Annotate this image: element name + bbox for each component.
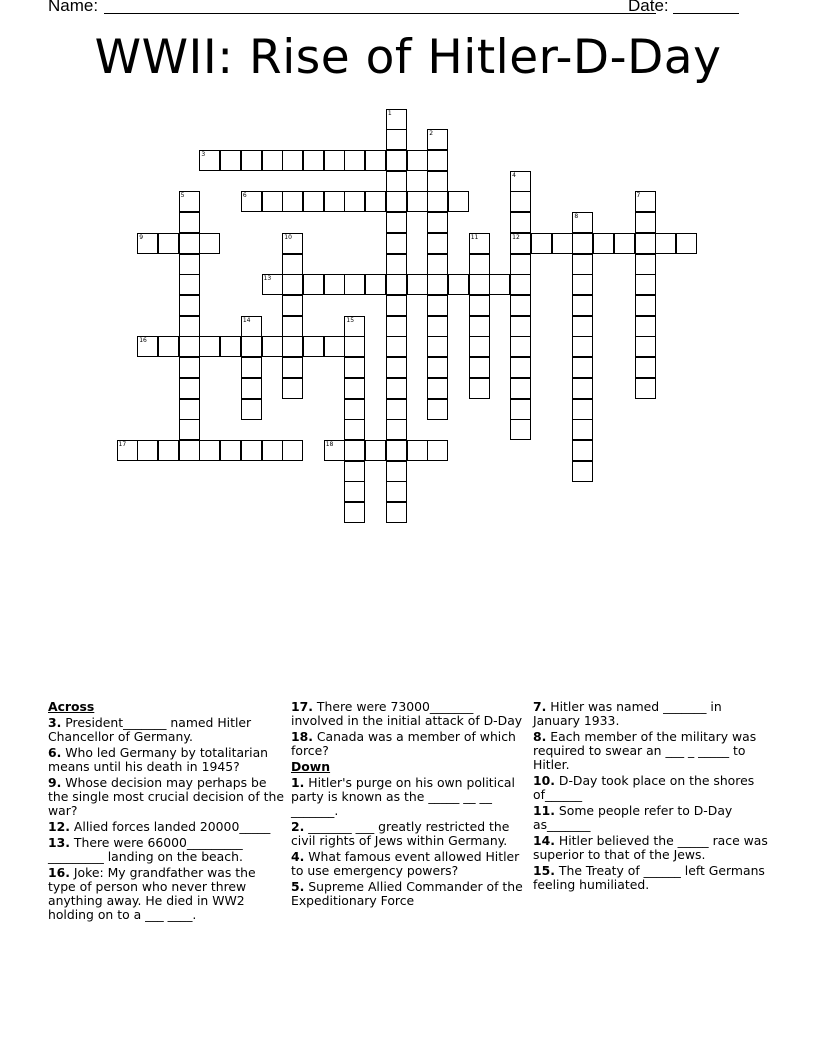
clue-number: 9	[139, 233, 144, 241]
grid-cell[interactable]	[241, 336, 262, 357]
grid-cell[interactable]	[365, 440, 386, 461]
grid-cell[interactable]	[407, 150, 428, 171]
grid-cell[interactable]	[386, 440, 407, 461]
clue-number: 3	[201, 150, 206, 158]
grid-cell[interactable]	[427, 191, 448, 212]
grid-cell[interactable]	[282, 378, 303, 399]
grid-cell[interactable]	[179, 274, 200, 295]
clue-across-16: 16. Joke: My grandfather was the type of person who never threw anything away. He died in WW2 holding on to a ___ ____.	[48, 865, 256, 922]
clue-column-2	[291, 700, 527, 910]
clue-down-4: 4. What famous event allowed Hitler to use emergency powers?	[291, 849, 520, 878]
grid-cell[interactable]	[469, 295, 490, 316]
grid-cell[interactable]	[386, 212, 407, 233]
grid-cell[interactable]	[427, 274, 448, 295]
grid-cell[interactable]	[344, 191, 365, 212]
grid-cell[interactable]	[510, 295, 531, 316]
grid-cell[interactable]	[655, 233, 676, 254]
grid-cell[interactable]	[407, 440, 428, 461]
grid-cell[interactable]	[241, 440, 262, 461]
date-label: Date:	[628, 0, 669, 15]
grid-cell[interactable]	[593, 233, 614, 254]
grid-cell[interactable]	[220, 150, 241, 171]
grid-cell[interactable]	[635, 378, 656, 399]
clue-down-11: 11. Some people refer to D-Day as_______	[533, 803, 733, 832]
grid-cell[interactable]	[344, 440, 365, 461]
grid-cell[interactable]	[241, 399, 262, 420]
grid-cell[interactable]	[179, 357, 200, 378]
grid-cell[interactable]	[282, 336, 303, 357]
grid-cell[interactable]	[635, 233, 656, 254]
grid-cell[interactable]	[282, 274, 303, 295]
grid-cell[interactable]	[241, 316, 262, 337]
puzzle-title: WWII: Rise of Hitler-D-Day	[94, 30, 722, 85]
grid-cell[interactable]	[469, 254, 490, 275]
grid-cell[interactable]	[386, 502, 407, 523]
grid-cell[interactable]	[344, 336, 365, 357]
grid-cell[interactable]	[386, 171, 407, 192]
clue-number: 10	[284, 233, 292, 241]
clue-down-5: 5. Supreme Allied Commander of the Expeditionary Force	[291, 879, 523, 908]
grid-cell[interactable]	[137, 336, 158, 357]
grid-cell[interactable]	[635, 254, 656, 275]
clue-across-12: 12. Allied forces landed 20000_____	[48, 819, 271, 834]
grid-cell[interactable]	[635, 191, 656, 212]
grid-cell[interactable]	[469, 357, 490, 378]
grid-cell[interactable]	[324, 440, 345, 461]
grid-cell[interactable]	[262, 150, 283, 171]
grid-cell[interactable]	[572, 274, 593, 295]
grid-cell[interactable]	[282, 357, 303, 378]
clue-across-13: 13. There were 66000_________ _________ landing on the beach.	[48, 835, 243, 864]
grid-cell[interactable]	[282, 440, 303, 461]
clue-down-1: 1. Hitler's purge on his own political party is known as the _____ __ __ _______.	[291, 775, 515, 818]
grid-cell[interactable]	[199, 440, 220, 461]
grid-cell[interactable]	[386, 419, 407, 440]
grid-cell[interactable]	[407, 274, 428, 295]
grid-cell[interactable]	[531, 233, 552, 254]
clue-down-8: 8. Each member of the military was required to swear an ___ _ _____ to Hitler.	[533, 729, 757, 772]
grid-cell[interactable]	[469, 274, 490, 295]
grid-cell[interactable]	[344, 316, 365, 337]
grid-cell[interactable]	[303, 336, 324, 357]
clue-number: 12	[512, 233, 520, 241]
grid-cell[interactable]	[448, 191, 469, 212]
grid-cell[interactable]	[572, 440, 593, 461]
clue-number: 13	[263, 275, 272, 283]
grid-cell[interactable]	[179, 254, 200, 275]
clue-column-3	[533, 700, 769, 894]
grid-cell[interactable]	[324, 150, 345, 171]
grid-cell[interactable]	[262, 440, 283, 461]
grid-cell[interactable]	[262, 336, 283, 357]
grid-cell[interactable]	[179, 419, 200, 440]
grid-cell[interactable]	[386, 233, 407, 254]
grid-cell[interactable]	[510, 233, 531, 254]
grid-cell[interactable]	[386, 274, 407, 295]
grid-cell[interactable]	[489, 274, 510, 295]
grid-cell[interactable]	[510, 274, 531, 295]
grid-cell[interactable]	[199, 150, 220, 171]
grid-cell[interactable]	[365, 150, 386, 171]
grid-cell[interactable]	[635, 336, 656, 357]
grid-cell[interactable]	[572, 399, 593, 420]
clue-number: 1	[387, 109, 392, 117]
grid-cell[interactable]	[469, 233, 490, 254]
grid-cell[interactable]	[469, 316, 490, 337]
clue-down-10: 10. D-Day took place on the shores of______	[533, 773, 755, 802]
grid-cell[interactable]	[572, 419, 593, 440]
grid-cell[interactable]	[427, 212, 448, 233]
grid-cell[interactable]	[572, 233, 593, 254]
clue-number: 11	[470, 233, 479, 241]
grid-cell[interactable]	[635, 316, 656, 337]
grid-cell[interactable]	[676, 233, 697, 254]
grid-cell[interactable]	[303, 150, 324, 171]
clue-number: 16	[139, 337, 147, 345]
grid-cell[interactable]	[241, 150, 262, 171]
grid-cell[interactable]	[158, 336, 179, 357]
clue-number: 2	[429, 130, 434, 138]
grid-cell[interactable]	[614, 233, 635, 254]
grid-cell[interactable]	[510, 378, 531, 399]
clue-number: 5	[180, 192, 185, 200]
grid-cell[interactable]	[469, 378, 490, 399]
grid-cell[interactable]	[386, 295, 407, 316]
grid-cell[interactable]	[572, 461, 593, 482]
grid-cell[interactable]	[510, 357, 531, 378]
grid-cell[interactable]	[427, 254, 448, 275]
grid-cell[interactable]	[386, 357, 407, 378]
grid-cell[interactable]	[179, 233, 200, 254]
grid-cell[interactable]	[179, 336, 200, 357]
grid-cell[interactable]	[282, 316, 303, 337]
clue-across-18: 18. Canada was a member of which force?	[291, 729, 516, 758]
grid-cell[interactable]	[344, 150, 365, 171]
grid-cell[interactable]	[386, 150, 407, 171]
grid-cell[interactable]	[510, 191, 531, 212]
grid-cell[interactable]	[262, 191, 283, 212]
grid-cell[interactable]	[635, 274, 656, 295]
grid-cell[interactable]	[386, 481, 407, 502]
grid-cell[interactable]	[137, 233, 158, 254]
grid-cell[interactable]	[179, 316, 200, 337]
grid-cell[interactable]	[510, 316, 531, 337]
clue-down-14: 14. Hitler believed the _____ race was superior to that of the Jews.	[533, 833, 768, 862]
grid-cell[interactable]	[510, 212, 531, 233]
grid-cell[interactable]	[572, 357, 593, 378]
grid-cell[interactable]	[427, 399, 448, 420]
grid-cell[interactable]	[386, 336, 407, 357]
grid-cell[interactable]	[241, 378, 262, 399]
clue-down-15: 15. The Treaty of ______ left Germans feeling humiliated.	[533, 863, 765, 892]
down-heading: Down	[291, 759, 331, 774]
grid-cell[interactable]	[572, 378, 593, 399]
grid-cell[interactable]	[282, 295, 303, 316]
clue-number: 18	[325, 441, 334, 449]
grid-cell[interactable]	[179, 399, 200, 420]
grid-cell[interactable]	[427, 129, 448, 150]
grid-cell[interactable]	[344, 419, 365, 440]
grid-cell[interactable]	[117, 440, 138, 461]
clue-across-3: 3. President_______ named Hitler Chancellor of Germany.	[48, 715, 252, 744]
grid-cell[interactable]	[324, 274, 345, 295]
grid-cell[interactable]	[635, 295, 656, 316]
clue-number: 17	[118, 441, 127, 449]
grid-cell[interactable]	[386, 316, 407, 337]
grid-cell[interactable]	[220, 440, 241, 461]
grid-cell[interactable]	[510, 419, 531, 440]
grid-cell[interactable]	[344, 502, 365, 523]
name-label: Name:	[48, 0, 99, 15]
grid-cell[interactable]	[220, 336, 241, 357]
grid-cell[interactable]	[427, 171, 448, 192]
grid-cell[interactable]	[344, 378, 365, 399]
grid-cell[interactable]	[572, 336, 593, 357]
grid-cell[interactable]	[552, 233, 573, 254]
grid-cell[interactable]	[427, 440, 448, 461]
grid-cell[interactable]	[344, 274, 365, 295]
grid-cell[interactable]	[241, 357, 262, 378]
grid-cell[interactable]	[303, 191, 324, 212]
clue-across-17: 17. There were 73000_______ involved in the initial attack of D-Day	[291, 699, 523, 728]
grid-cell[interactable]	[635, 357, 656, 378]
grid-cell[interactable]	[386, 109, 407, 130]
grid-cell[interactable]	[282, 150, 303, 171]
grid-cell[interactable]	[344, 357, 365, 378]
grid-cell[interactable]	[179, 440, 200, 461]
clue-number: 6	[242, 192, 247, 200]
grid-cell[interactable]	[199, 336, 220, 357]
grid-cell[interactable]	[344, 461, 365, 482]
grid-cell[interactable]	[510, 254, 531, 275]
grid-cell[interactable]	[572, 212, 593, 233]
grid-cell[interactable]	[427, 316, 448, 337]
grid-cell[interactable]	[365, 274, 386, 295]
grid-cell[interactable]	[386, 378, 407, 399]
grid-cell[interactable]	[572, 295, 593, 316]
grid-cell[interactable]	[303, 274, 324, 295]
grid-cell[interactable]	[344, 399, 365, 420]
clue-number: 15	[346, 316, 355, 324]
grid-cell[interactable]	[282, 233, 303, 254]
grid-cell[interactable]	[179, 378, 200, 399]
grid-cell[interactable]	[179, 191, 200, 212]
grid-cell[interactable]	[635, 212, 656, 233]
grid-cell[interactable]	[427, 378, 448, 399]
grid-cell[interactable]	[572, 316, 593, 337]
clue-number: 14	[242, 316, 251, 324]
clue-across-6: 6. Who led Germany by totalitarian means until his death in 1945?	[48, 745, 269, 774]
grid-cell[interactable]	[386, 254, 407, 275]
grid-cell[interactable]	[344, 481, 365, 502]
grid-cell[interactable]	[386, 399, 407, 420]
grid-cell[interactable]	[386, 461, 407, 482]
clue-across-9: 9. Whose decision may perhaps be the single most crucial decision of the war?	[48, 775, 285, 818]
grid-cell[interactable]	[427, 357, 448, 378]
grid-cell[interactable]	[199, 233, 220, 254]
clue-number: 7	[636, 192, 641, 200]
clue-column-1	[48, 700, 284, 924]
across-heading: Across	[48, 699, 95, 714]
grid-cell[interactable]	[572, 254, 593, 275]
clue-down-7: 7. Hitler was named _______ in January 1933.	[533, 699, 722, 728]
grid-cell[interactable]	[510, 336, 531, 357]
grid-cell[interactable]	[179, 212, 200, 233]
grid-cell[interactable]	[427, 150, 448, 171]
grid-cell[interactable]	[324, 336, 345, 357]
grid-cell[interactable]	[282, 254, 303, 275]
grid-cell[interactable]	[448, 274, 469, 295]
grid-cell[interactable]	[427, 336, 448, 357]
grid-cell[interactable]	[158, 233, 179, 254]
grid-cell[interactable]	[427, 233, 448, 254]
grid-cell[interactable]	[262, 274, 283, 295]
grid-cell[interactable]	[179, 295, 200, 316]
grid-cell[interactable]	[324, 191, 345, 212]
grid-cell[interactable]	[241, 191, 262, 212]
grid-cell[interactable]	[510, 171, 531, 192]
clue-down-2: 2. _______ ___ greatly restricted the civil rights of Jews within Germany.	[291, 819, 510, 848]
grid-cell[interactable]	[158, 440, 179, 461]
grid-cell[interactable]	[427, 295, 448, 316]
clue-number: 4	[512, 171, 516, 179]
grid-cell[interactable]	[137, 440, 158, 461]
grid-cell[interactable]	[386, 191, 407, 212]
grid-cell[interactable]	[407, 191, 428, 212]
grid-cell[interactable]	[510, 399, 531, 420]
grid-cell[interactable]	[282, 191, 303, 212]
grid-cell[interactable]	[469, 336, 490, 357]
grid-cell[interactable]	[386, 129, 407, 150]
grid-cell[interactable]	[365, 191, 386, 212]
clue-number: 8	[574, 213, 579, 221]
